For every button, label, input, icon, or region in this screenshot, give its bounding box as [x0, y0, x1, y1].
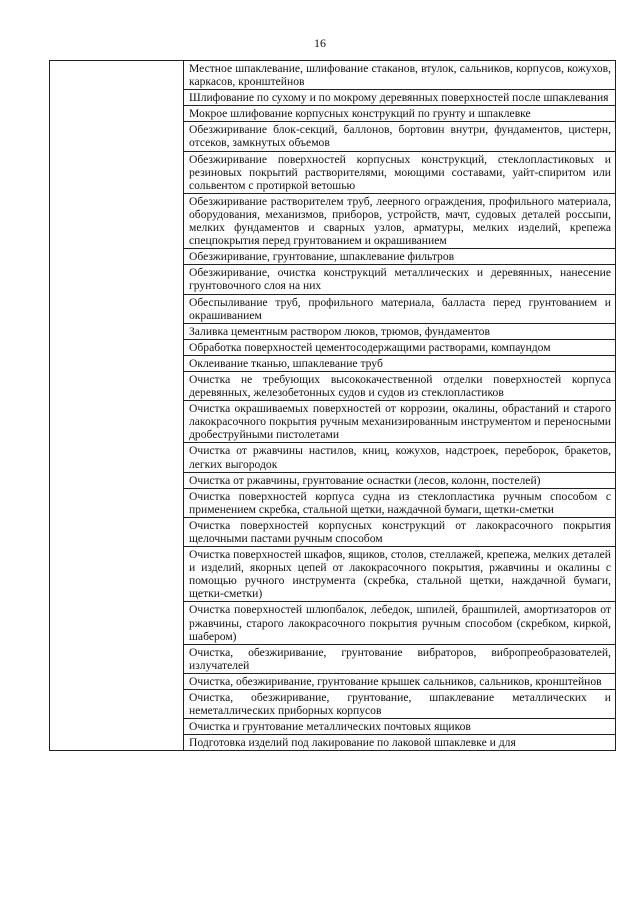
operation-description: Обезжиривание растворителем труб, леерного ограждения, профильного материала, оборудования, механизмов, приборов, устройств, мачт, судовых деталей россыпи, мелких фундаментов и сварных узлов, арматуры, мелких изделий, крепежа спецпокрытия перед грунтованием и окрашиванием — [184, 193, 616, 248]
operation-description: Очистка, обезжиривание, грунтование, шпаклевание металлических и неметаллических приборных корпусов — [184, 690, 616, 719]
operation-description: Очистка окрашиваемых поверхностей от коррозии, окалины, обрастаний и старого лакокрасочного покрытия ручным механизированным инструментом и переносными дробеструйными пистолетами — [184, 401, 616, 443]
table-row — [50, 61, 616, 90]
operation-description: Заливка цементным раствором люков, трюмов, фундаментов — [184, 323, 616, 339]
table-body — [50, 61, 616, 751]
operation-description: Обезжиривание блок-секций, баллонов, бортовин внутри, фундаментов, цистерн, отсеков, замкнутых объемов — [184, 122, 616, 151]
operation-description: Местное шпаклевание, шлифование стаканов, втулок, сальников, корпусов, кожухов, каркасов, кронштейнов — [184, 61, 616, 90]
empty-left-column-cell — [50, 61, 184, 751]
operation-description: Очистка от ржавчины настилов, книц, кожухов, надстроек, переборок, бракетов, легких выгородок — [184, 443, 616, 472]
operation-description: Мокрое шлифование корпусных конструкций по грунту и шпаклевке — [184, 106, 616, 122]
operation-description: Очистка от ржавчины, грунтование оснастки (лесов, колонн, постелей) — [184, 472, 616, 488]
operation-description: Очистка и грунтование металлических почтовых ящиков — [184, 719, 616, 735]
operation-description: Обезжиривание, грунтование, шпаклевание фильтров — [184, 249, 616, 265]
operation-description: Оклеивание тканью, шпаклевание труб — [184, 355, 616, 371]
operation-description: Обеспыливание труб, профильного материала, балласта перед грунтованием и окрашиванием — [184, 294, 616, 323]
operation-description: Очистка поверхностей корпуса судна из стеклопластика ручным способом с применением скребка, стальной щетки, наждачной бумаги, щетки-сметки — [184, 488, 616, 517]
operation-description: Шлифование по сухому и по мокрому деревянных поверхностей после шпаклевания — [184, 90, 616, 106]
operation-description: Обезжиривание поверхностей корпусных конструкций, стеклопластиковых и резиновых покрытий растворителями, моющими составами, уайт-спиритом или сольвентом с протиркой ветошью — [184, 151, 616, 193]
operation-description: Очистка не требующих высококачественной отделки поверхностей корпуса деревянных, железобетонных судов и судов из стеклопластиков — [184, 371, 616, 400]
operation-description: Очистка поверхностей корпусных конструкций от лакокрасочного покрытия щелочными пастами ручным способом — [184, 517, 616, 546]
operation-description: Подготовка изделий под лакирование по лаковой шпаклевке и для — [184, 735, 616, 751]
operation-description: Обработка поверхностей цементосодержащими растворами, компаундом — [184, 339, 616, 355]
operation-description: Очистка поверхностей шкафов, ящиков, столов, стеллажей, крепежа, мелких деталей и изделий, якорных цепей от лакокрасочного покрытия, ржавчины и окалины с помощью ручного инструмента (скребка, стальной щетки, наждачной бумаги, щетки-сметки) — [184, 547, 616, 602]
operation-description: Обезжиривание, очистка конструкций металлических и деревянных, нанесение грунтовочного слоя на них — [184, 265, 616, 294]
operation-description: Очистка поверхностей шлюпбалок, лебедок, шпилей, брашпилей, амортизаторов от ржавчины, старого лакокрасочного покрытия ручным способом (скребком, киркой, шабером) — [184, 602, 616, 644]
operations-table — [49, 60, 616, 751]
operation-description: Очистка, обезжиривание, грунтование крышек сальников, сальников, кронштейнов — [184, 673, 616, 689]
page-number: 16 — [314, 36, 326, 50]
operation-description: Очистка, обезжиривание, грунтование вибраторов, вибропреобразователей, излучателей — [184, 644, 616, 673]
